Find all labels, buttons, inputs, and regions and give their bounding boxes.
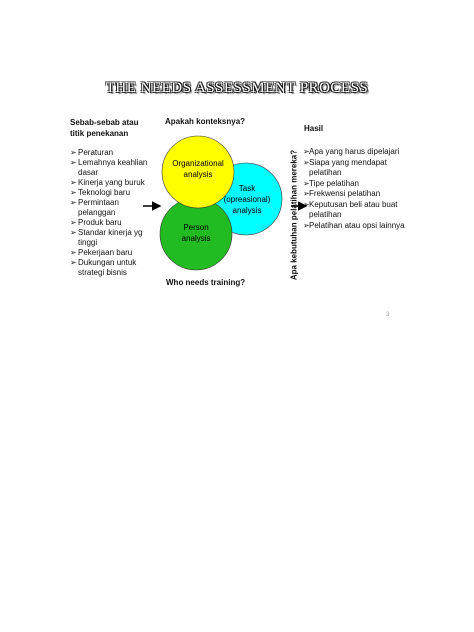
list-item-line: Apa yang harus dipelajari bbox=[309, 147, 400, 156]
arrow-bullet-icon: ➢ bbox=[70, 178, 77, 187]
arrow-bullet-icon: ➢ bbox=[70, 198, 77, 207]
vertical-question-text: Apa kebutuhan pelatihan mereka? bbox=[289, 149, 299, 281]
who-needs-training-question: Who needs training? bbox=[166, 278, 246, 287]
left-heading-line1: Sebab-sebab atau bbox=[70, 118, 139, 127]
list-item-line: pelatihan bbox=[309, 210, 342, 219]
person-label-line1: Person bbox=[183, 223, 209, 232]
list-item bbox=[303, 200, 413, 221]
list-item-line: Teknologi baru bbox=[78, 188, 131, 197]
arrow-bullet-icon: ➢ bbox=[70, 188, 77, 197]
results-list bbox=[303, 147, 413, 231]
org-label-line1: Organizational bbox=[172, 159, 224, 168]
list-item-line: Dukungan untuk bbox=[78, 258, 137, 267]
diagram-title: THE NEEDS ASSESSMENT PROCESS bbox=[105, 80, 369, 96]
list-item-line: Siapa yang mendapat bbox=[309, 157, 387, 167]
list-item-line: Kinerja yang buruk bbox=[78, 178, 145, 187]
list-item-line: Keputusan beli atau buat bbox=[309, 199, 398, 209]
arrow-bullet-icon: ➢ bbox=[70, 258, 77, 267]
org-label-line2: analysis bbox=[183, 170, 213, 179]
list-item-line: Lemahnya keahlian bbox=[78, 158, 148, 167]
list-item-line: Permintaan bbox=[78, 198, 119, 207]
left-heading-line2: titik penekanan bbox=[70, 129, 129, 138]
list-item-line: dasar bbox=[78, 168, 99, 177]
person-label-line2: analysis bbox=[181, 234, 211, 243]
arrow-bullet-icon: ➢ bbox=[303, 189, 310, 198]
list-item-line: tinggi bbox=[78, 238, 98, 247]
list-item-line: Pelatihan atau opsi lainnya bbox=[309, 220, 405, 230]
list-item-line: Standar kinerja yg bbox=[78, 228, 143, 237]
list-item-line: Frekwensi pelatihan bbox=[309, 189, 381, 198]
task-label-line1: Task bbox=[238, 184, 256, 193]
list-item-line: pelatihan bbox=[309, 168, 342, 177]
list-item bbox=[303, 179, 413, 190]
arrow-bullet-icon: ➢ bbox=[303, 199, 310, 209]
context-question: Apakah konteksnya? bbox=[165, 117, 246, 126]
list-item bbox=[303, 158, 413, 179]
list-item bbox=[303, 189, 413, 200]
arrow-bullet-icon: ➢ bbox=[303, 178, 310, 188]
list-item-line: Pekerjaan baru bbox=[78, 248, 133, 257]
list-item-line: strategi bisnis bbox=[78, 268, 127, 277]
list-item-line: Produk baru bbox=[78, 218, 122, 227]
arrow-bullet-icon: ➢ bbox=[303, 157, 310, 167]
results-heading: Hasil bbox=[304, 124, 324, 133]
list-item-line: Tipe pelatihan bbox=[309, 178, 359, 188]
list-item bbox=[303, 147, 413, 158]
arrow-bullet-icon: ➢ bbox=[70, 158, 77, 167]
arrow-bullet-icon: ➢ bbox=[70, 148, 77, 157]
page-number: 3 bbox=[386, 312, 390, 318]
arrow-bullet-icon: ➢ bbox=[70, 228, 77, 237]
list-item-line: pelanggan bbox=[78, 208, 116, 217]
task-label-line2: (opreasional) bbox=[223, 195, 271, 204]
arrow-bullet-icon: ➢ bbox=[303, 147, 310, 156]
arrow-bullet-icon: ➢ bbox=[70, 248, 77, 257]
list-item-line: Peraturan bbox=[78, 148, 114, 157]
task-label-line3: analysis bbox=[232, 206, 262, 215]
list-item bbox=[303, 221, 413, 232]
arrow-bullet-icon: ➢ bbox=[70, 218, 77, 227]
arrow-bullet-icon: ➢ bbox=[303, 220, 310, 230]
